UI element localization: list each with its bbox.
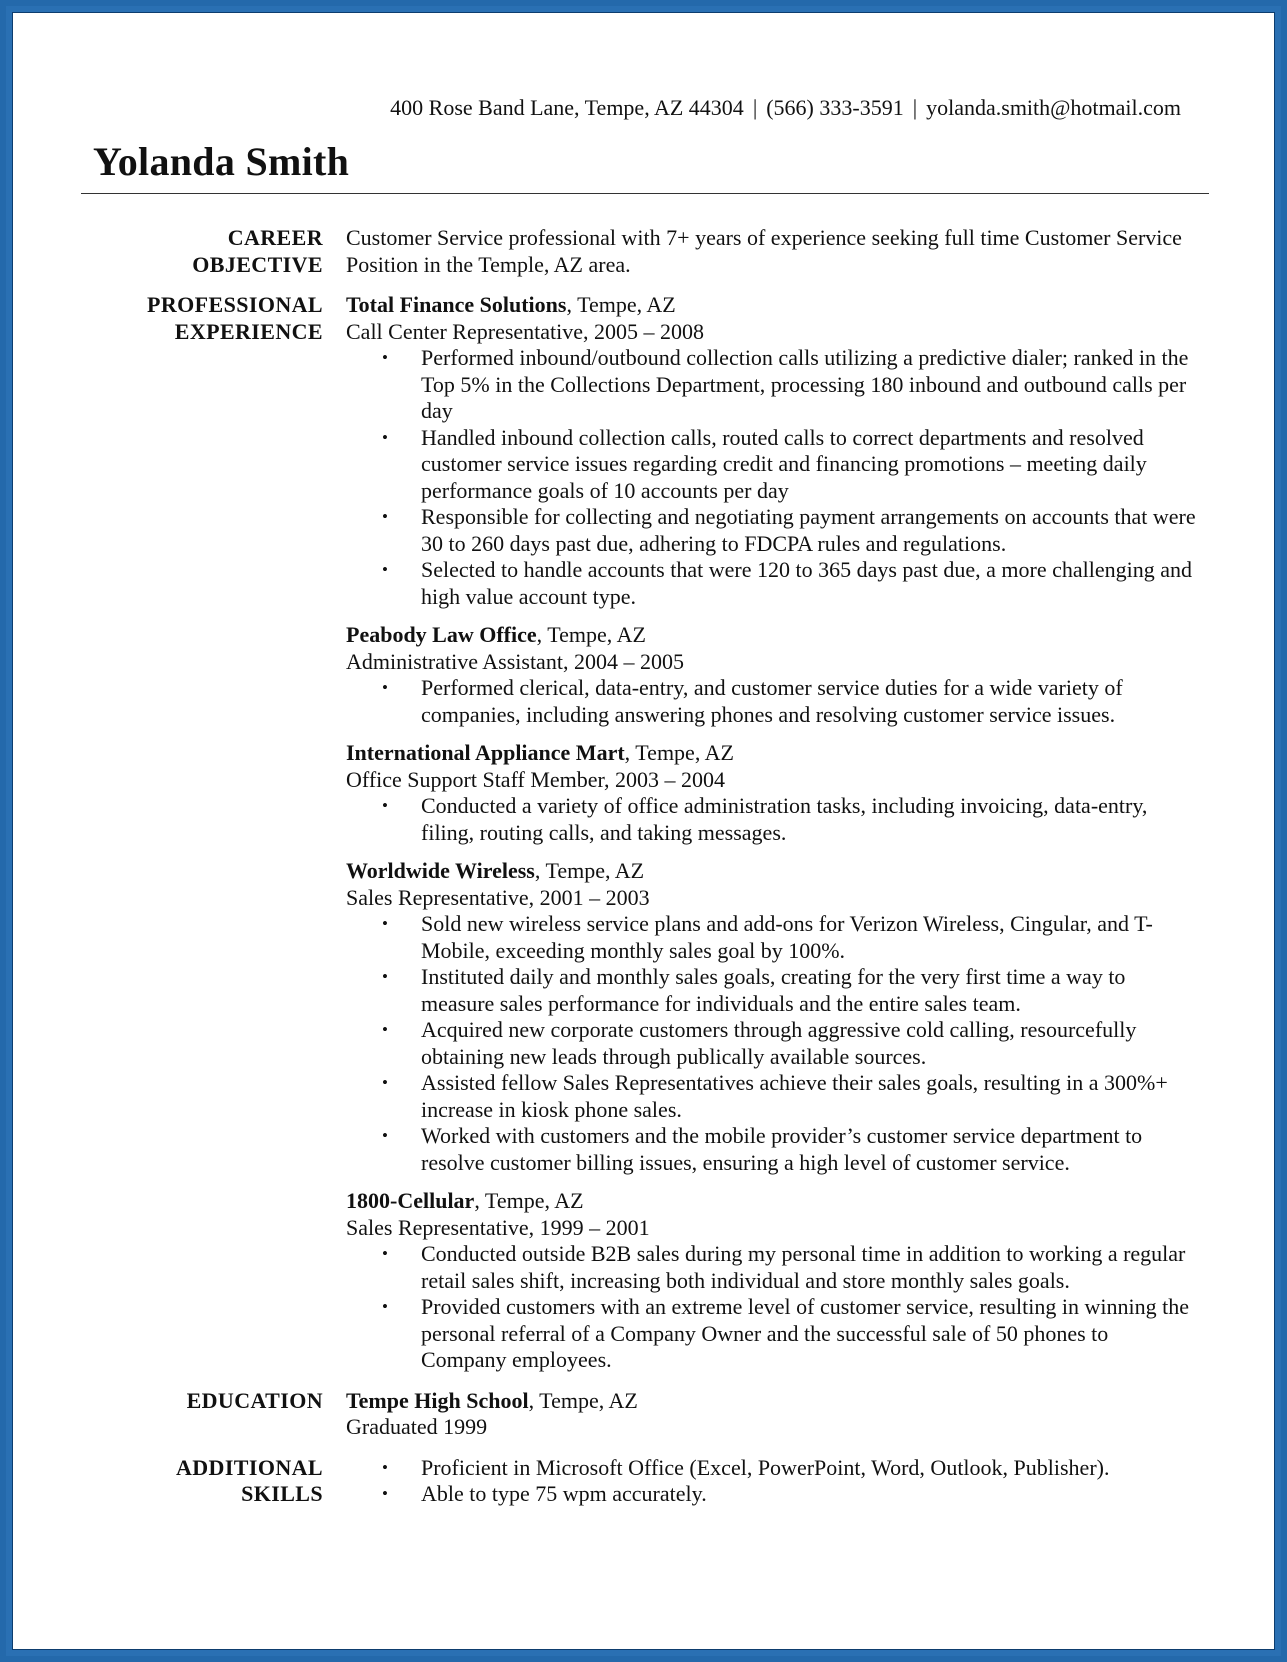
- objective-text: Customer Service professional with 7+ years of experience seeking full time Customer Service Position in the Temple, AZ area.: [346, 225, 1182, 277]
- bullet-text: Selected to handle accounts that were 120 to 365 days past due, a more challenging and high value account type.: [421, 557, 1192, 609]
- bullet-item: [346, 964, 1209, 1017]
- job-company-line: [346, 1188, 1209, 1215]
- job-title: Sales Representative, 1999 – 2001: [346, 1214, 650, 1240]
- skills-list: [346, 1455, 1209, 1508]
- job-location: , Tempe, AZ: [474, 1188, 584, 1213]
- bullet-marker: •: [382, 796, 388, 815]
- job-location: , Tempe, AZ: [536, 622, 646, 647]
- bullet-item: [346, 557, 1209, 610]
- bullet-item: [346, 793, 1209, 846]
- skills-content: [346, 1455, 1209, 1508]
- job-entry: [346, 740, 1209, 846]
- bullet-marker: •: [382, 967, 388, 986]
- job-bullets: [346, 345, 1209, 610]
- section-education: [81, 1388, 1209, 1441]
- bullet-text: Sold new wireless service plans and add-ons for Verizon Wireless, Cingular, and T-Mobile, exceeding monthly sales goal by 100%.: [421, 911, 1153, 963]
- bullet-marker: •: [382, 348, 388, 367]
- bullet-item: [346, 1123, 1209, 1176]
- education-location: , Tempe, AZ: [528, 1387, 638, 1413]
- job-list: [346, 292, 1209, 1374]
- job-title: Office Support Staff Member, 2003 – 2004: [346, 766, 725, 792]
- bullet-text: Conducted a variety of office administration tasks, including invoicing, data-entry, filing, routing calls, and taking messages.: [421, 793, 1148, 845]
- bullet-marker: •: [382, 1244, 388, 1263]
- contact-email: yolanda.smith@hotmail.com: [926, 95, 1181, 120]
- section-professional-experience: [81, 292, 1209, 1374]
- job-title: Sales Representative, 2001 – 2003: [346, 884, 650, 910]
- skill-item: [346, 1481, 1209, 1508]
- section-heading: CAREER OBJECTIVE: [192, 225, 323, 277]
- bullet-text: Performed inbound/outbound collection calls utilizing a predictive dialer; ranked in the Top 5% in the Collections Department, processing 180 inbound and outbound calls per day: [421, 345, 1189, 423]
- skill-item: [346, 1455, 1209, 1482]
- header-divider: [81, 193, 1209, 194]
- job-entry: [346, 292, 1209, 610]
- bullet-text: Handled inbound collection calls, routed calls to correct departments and resolved customer service issues regarding credit and financing promotions – meeting daily performance goals of 10 accounts per day: [421, 424, 1147, 503]
- job-entry: [346, 622, 1209, 728]
- education-school: Tempe High School: [346, 1387, 529, 1413]
- bullet-marker: •: [382, 1020, 388, 1039]
- job-company-line: [346, 292, 1209, 319]
- job-bullets: [346, 793, 1209, 846]
- skill-text: Able to type 75 wpm accurately.: [421, 1481, 707, 1506]
- bullet-marker: •: [382, 1297, 388, 1316]
- bullet-marker: •: [382, 1484, 388, 1503]
- bullet-marker: •: [382, 914, 388, 933]
- job-title: Administrative Assistant, 2004 – 2005: [346, 648, 684, 674]
- education-school-line: [346, 1388, 1209, 1415]
- job-bullets: [346, 1241, 1209, 1374]
- bullet-text: Acquired new corporate customers through aggressive cold calling, resourcefully obtaining new leads through publically available sources.: [421, 1017, 1137, 1069]
- education-entry: [346, 1388, 1209, 1441]
- job-bullets: [346, 911, 1209, 1176]
- job-location: , Tempe, AZ: [624, 740, 734, 765]
- bullet-text: Worked with customers and the mobile provider’s customer service department to resolve customer billing issues, ensuring a high level of customer service.: [421, 1123, 1143, 1175]
- bullet-text: Conducted outside B2B sales during my personal time in addition to working a regular retail sales shift, increasing both individual and store monthly sales goals.: [421, 1241, 1186, 1293]
- resume-page: [12, 12, 1275, 1650]
- job-location: , Tempe, AZ: [534, 858, 645, 883]
- bullet-marker: •: [382, 1457, 388, 1477]
- bullet-item: [346, 1017, 1209, 1070]
- bullet-item: [346, 1294, 1209, 1374]
- bullet-text: Instituted daily and monthly sales goals, creating for the very first time a way to measure sales performance for individuals and the entire sales team.: [421, 964, 1126, 1016]
- contact-phone: (566) 333-3591: [766, 95, 904, 120]
- job-company-line: [346, 858, 1209, 885]
- job-entry: [346, 1188, 1209, 1374]
- section-heading: PROFESSIONAL EXPERIENCE: [147, 292, 323, 344]
- bullet-marker: •: [382, 678, 388, 697]
- bullet-text: Assisted fellow Sales Representatives achieve their sales goals, resulting in a 300%+ increase in kiosk phone sales.: [421, 1070, 1168, 1122]
- bullet-marker: •: [382, 427, 388, 447]
- candidate-name: Yolanda Smith: [93, 139, 350, 184]
- bullet-item: [346, 1070, 1209, 1123]
- bullet-text: Provided customers with an extreme level of customer service, resulting in winning the personal referral of a Company Owner and the successful sale of 50 phones to Company employees.: [421, 1294, 1189, 1372]
- job-location: , Tempe, AZ: [566, 292, 676, 317]
- job-entry: [346, 858, 1209, 1176]
- bullet-item: [346, 345, 1209, 425]
- skill-text: Proficient in Microsoft Office (Excel, PowerPoint, Word, Outlook, Publisher).: [421, 1454, 1110, 1480]
- bullet-item: [346, 675, 1209, 728]
- job-company: Peabody Law Office: [346, 622, 537, 647]
- bullet-text: Performed clerical, data-entry, and customer service duties for a wide variety of companies, including answering phones and resolving customer service issues.: [421, 675, 1123, 727]
- contact-address: 400 Rose Band Lane, Tempe, AZ 44304: [390, 95, 744, 120]
- job-company: Total Finance Solutions: [346, 292, 567, 317]
- section-career-objective: [81, 225, 1209, 278]
- job-bullets: [346, 675, 1209, 728]
- resume-body: [81, 225, 1209, 1522]
- contact-separator: |: [912, 95, 918, 120]
- section-heading: EDUCATION: [186, 1387, 323, 1413]
- job-title: Call Center Representative, 2005 – 2008: [346, 318, 705, 344]
- bullet-marker: •: [382, 1126, 388, 1145]
- job-company: Worldwide Wireless: [346, 858, 535, 883]
- bullet-item: [346, 504, 1209, 557]
- bullet-marker: •: [382, 1073, 388, 1092]
- section-additional-skills: [81, 1455, 1209, 1508]
- job-company: International Appliance Mart: [346, 740, 625, 765]
- bullet-item: [346, 1241, 1209, 1294]
- contact-line: [390, 97, 1181, 119]
- bullet-item: [346, 425, 1209, 505]
- job-company-line: [346, 622, 1209, 649]
- job-company-line: [346, 740, 1209, 767]
- contact-separator: |: [752, 95, 758, 120]
- bullet-item: [346, 911, 1209, 964]
- bullet-marker: •: [382, 507, 388, 526]
- job-company: 1800-Cellular: [346, 1188, 475, 1213]
- education-detail: Graduated 1999: [346, 1414, 488, 1439]
- bullet-text: Responsible for collecting and negotiating payment arrangements on accounts that were 30 to 260 days past due, adhering to FDCPA rules and regulations.: [421, 504, 1196, 556]
- section-heading: ADDITIONAL SKILLS: [175, 1454, 323, 1506]
- bullet-marker: •: [382, 560, 388, 579]
